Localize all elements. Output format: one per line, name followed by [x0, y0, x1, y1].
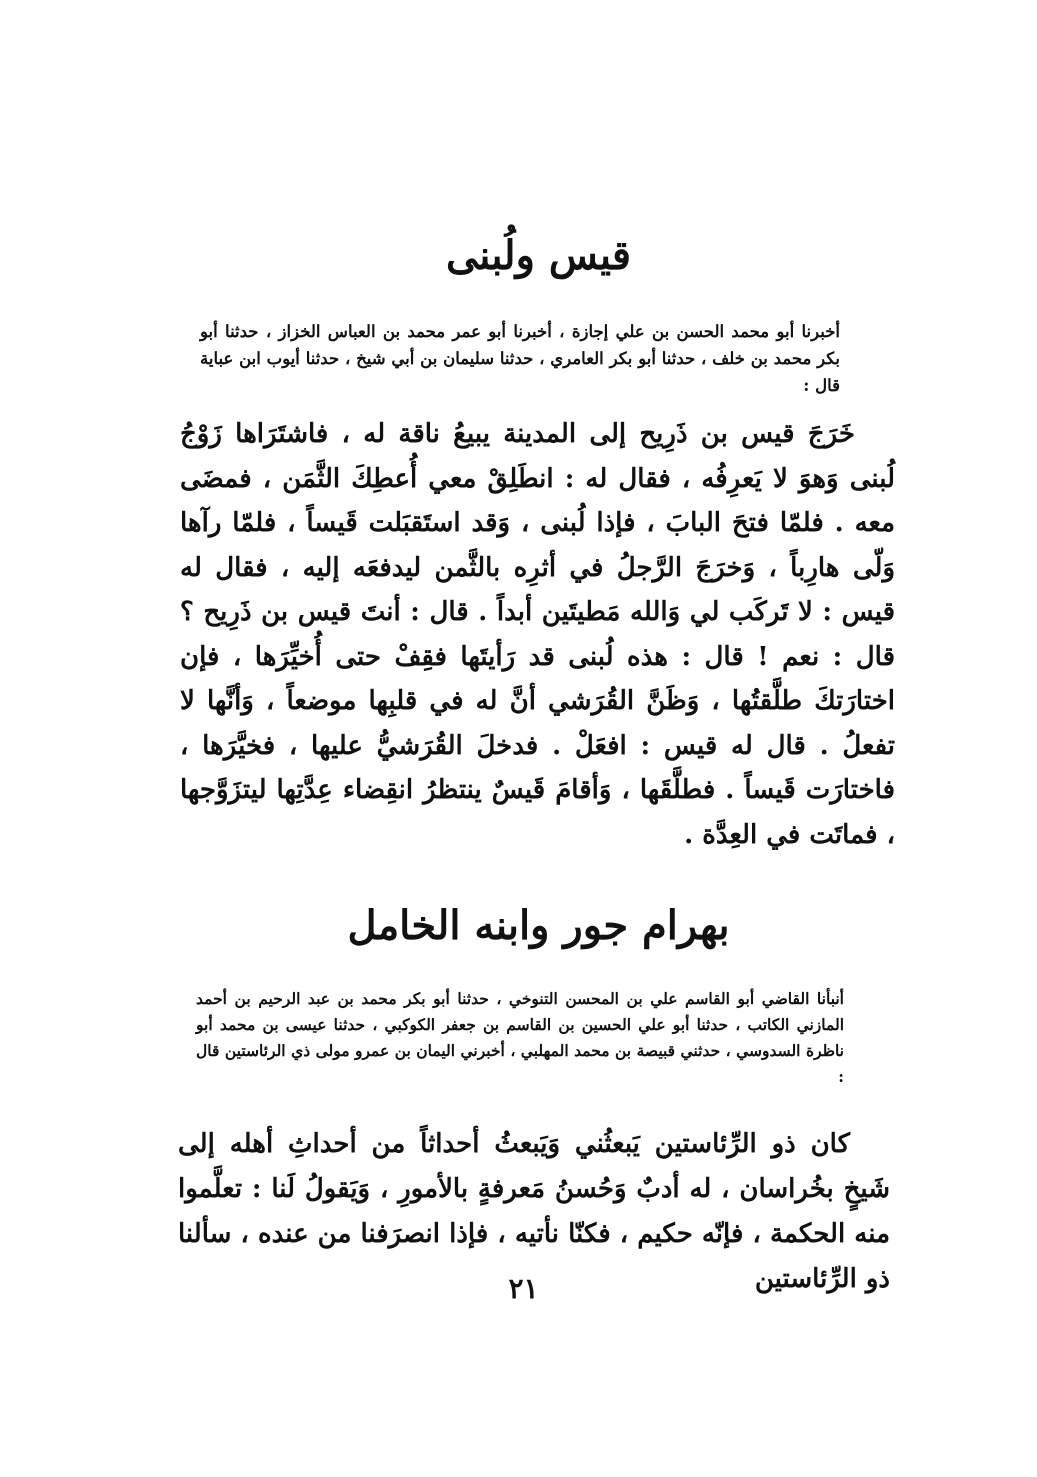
isnad-chain-2: أنبأنا القاضي أبو القاسم علي بن المحسن التنوخي ، حدثنا أبو بكر محمد بن عبد الرحيم بن أحمد المازني الكاتب ، حدثنا أبو علي الحسين بن القاسم بن جعفر الكوكبي ، حدثنا عيسى بن محمد أبو ناظرة السدوسي ، حدثني قبيصة بن محمد المهلبي ، أخبرني اليمان بن عمرو مولى ذي الرئاستين قال :	[196, 989, 844, 1086]
page-number: ٢١	[508, 1272, 539, 1305]
isnad-chain-1: أخبرنا أبو محمد الحسن بن علي إجازة ، أخبرنا أبو عمر محمد بن العباس الخزاز ، حدثنا أبو بكر محمد بن خلف ، حدثنا أبو بكر العامري ، حدثنا سليمان بن أبي شيخ ، حدثنا أيوب ابن عباية قال :	[200, 322, 840, 395]
story-text-1: خَرَجَ قيس بن ذَرِيح إلى المدينة يبيعُ ناقة له ، فاشتَرَاها زَوْجُ لُبنى وَهوَ لا يَعرِفُه ، فقال له : انطَلِقْ معي أُعطِكَ الثَّمَن ، فمضَى معه . فلمّا فتحَ البابَ ، فإذا لُبنى ، وَقد استَقبَلت قَيساً ، فلمّا رآها وَلّى هارِباً ، وَخرَجَ الرَّجلُ في أثرِه بالثَّمن ليدفعَه إليه ، فقال له قيس : لا تَركَب لي وَالله مَطيتَين أبداً . قال : أنتَ قيس بن ذَرِيح ؟ قال : نعم ! قال : هذه لُبنى قد رَأيتَها فقِفْ حتى أُخيِّرَها ، فإن اختارَتكَ طلَّقتُها ، وَظَنَّ القُرَشي أنَّ له في قلبِها موضعاً ، وَأنَّها لا تفعلُ . قال له قيس : افعَلْ . فدخلَ القُرَشيُّ عليها ، فخيَّرَها ، فاختارَت قَيساً . فطلَّقَها ، وَأقامَ قَيسٌ ينتظرُ انقِضاء عِدَّتِها ليتزَوَّجها ، فماتَت في العِدَّة .	[180, 419, 896, 850]
section-title-bahram-gur: بهرام جور وابنه الخامل	[347, 902, 730, 949]
section-title-qays-lubna: قيس ولُبنى	[445, 232, 632, 279]
story-text-2: كان ذو الرِّئاستين يَبعثُني وَيَبعثُ أحداثاً من أحداثِ أهله إلى شَيخٍ بخُراسان ، له أدبٌ وَحُسنُ مَعرفةٍ بالأمورِ ، وَيَقولُ لَنا : تعلَّموا منه الحكمة ، فإنّه حكيم ، فكنّا نأتيه ، فإذا انصرَفنا من عنده ، سألنا ذو الرِّئاستين	[178, 1129, 890, 1294]
